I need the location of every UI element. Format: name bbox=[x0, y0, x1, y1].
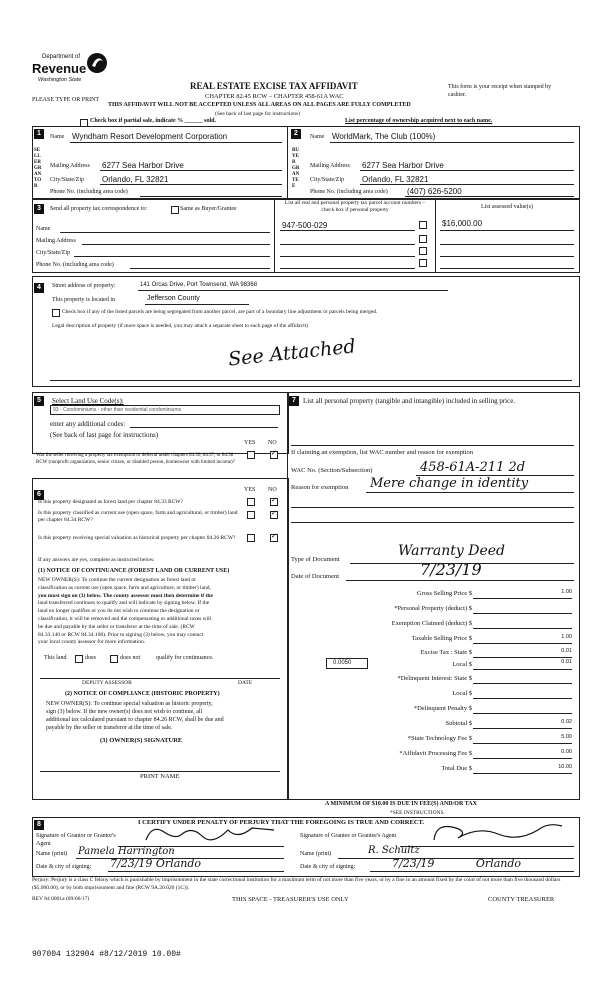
calc-row-value: 0.00 bbox=[561, 749, 572, 755]
treasurer-use-label: THIS SPACE - TREASURER'S USE ONLY bbox=[232, 896, 349, 903]
grantor-date-label: Date & city of signing: bbox=[36, 864, 92, 870]
seller-mailing-label: Mailing Address bbox=[50, 163, 90, 169]
parcel3-personal-checkbox[interactable] bbox=[419, 247, 427, 255]
wac-header: If claiming an exemption, list WAC number and reason for exemption bbox=[291, 449, 474, 456]
s6-q3-no-checkbox[interactable] bbox=[270, 534, 278, 542]
section-7-number: 7 bbox=[289, 396, 299, 406]
qualify-label: qualify for continuance. bbox=[156, 655, 214, 661]
land-use-label: Select Land Use Code(s): bbox=[52, 397, 124, 405]
calc-row-label: Total Due $ bbox=[441, 765, 472, 772]
parcel4-personal-checkbox[interactable] bbox=[419, 259, 427, 267]
calc-row-value: 0.02 bbox=[561, 719, 572, 725]
corr-phone-label: Phone No. (including area code) bbox=[36, 262, 114, 268]
seller-city: Orlando, FL 32821 bbox=[102, 175, 169, 184]
section-6-number: 6 bbox=[34, 490, 44, 500]
reason-value: Mere change in identity bbox=[370, 476, 529, 491]
calc-row-value: 0.01 bbox=[561, 659, 572, 665]
s5-q1-yes-checkbox[interactable] bbox=[247, 451, 255, 459]
deputy-date-label: DATE bbox=[238, 680, 253, 686]
print-name-label: PRINT NAME bbox=[140, 773, 180, 780]
buyer-mailing-label: Mailing Address bbox=[310, 163, 350, 169]
buyer-city: Orlando, FL 32821 bbox=[362, 175, 429, 184]
seller-mailing: 6277 Sea Harbor Drive bbox=[102, 161, 184, 170]
same-as-buyer-label: Same as Buyer/Grantee bbox=[180, 206, 237, 212]
owner-signature-label: (3) OWNER(S) SIGNATURE bbox=[100, 737, 183, 744]
corr-city-label: City/State/Zip bbox=[36, 250, 70, 256]
s6-no-header: NO bbox=[268, 487, 277, 493]
calc-row-label: Taxable Selling Price $ bbox=[411, 635, 472, 642]
section-5-number: 5 bbox=[34, 396, 44, 406]
reason-label: Reason for exemption bbox=[291, 484, 349, 491]
partial-sale-label: Check box if partial sale, indicate % ______ sold. bbox=[90, 118, 217, 124]
additional-codes-label: enter any additional codes: bbox=[50, 420, 126, 428]
buyer-name-label: Name bbox=[310, 134, 325, 140]
calc-row-label: *State Technology Fee $ bbox=[407, 735, 472, 742]
seller-name-label: Name bbox=[50, 134, 65, 140]
grantee-signature bbox=[428, 818, 568, 844]
land-does-not-checkbox[interactable] bbox=[110, 655, 118, 663]
buyer-name: WorldMark, The Club (100%) bbox=[332, 132, 436, 141]
notice2-body: NEW OWNER(S): To continue special valuation as historic property, sign (3) below. If the new owner(s) does not wish to continue, all additional tax calculated pursuant to chapter 84.26 RCW, shall be due and payable by the seller or transferor at the time of sale. bbox=[46, 701, 224, 731]
legal-description-value: See Attached bbox=[227, 335, 357, 371]
send-correspondence-label: Send all property tax correspondence to: bbox=[50, 206, 148, 212]
land-does-not-label: does not bbox=[120, 655, 141, 661]
s5-question: Was the seller receiving a property tax exemption or deferral under chapters 84.36, 84.37, or 84.38 RCW (nonprofit organization, senior citizen, or disabled person, homeowner with limited income)? bbox=[36, 453, 235, 465]
calc-row-label: Gross Selling Price $ bbox=[416, 590, 472, 597]
calc-row-label: *Delinquent Penalty $ bbox=[413, 705, 472, 712]
parcel2-personal-checkbox[interactable] bbox=[419, 235, 427, 243]
notice1-title: (1) NOTICE OF CONTINUANCE (FOREST LAND OR CURRENT USE) bbox=[38, 568, 230, 574]
land-use-value: 93 - Condominiums - other than residential condominiums bbox=[53, 407, 182, 413]
grantor-signature bbox=[142, 822, 282, 844]
seller-name: Wyndham Resort Development Corporation bbox=[72, 132, 228, 141]
grantee-date-label: Date & city of signing: bbox=[300, 864, 356, 870]
form-title: REAL ESTATE EXCISE TAX AFFIDAVIT bbox=[190, 81, 358, 91]
personal-property-label: List all personal property (tangible and intangible) included in selling price. bbox=[303, 397, 516, 405]
segregated-label: Check box if any of the listed parcels are being segregated from another parcel, are part of a boundary line adjustment or parcels being merged. bbox=[62, 309, 378, 315]
not-accepted-note: THIS AFFIDAVIT WILL NOT BE ACCEPTED UNLESS ALL AREAS ON ALL PAGES ARE FULLY COMPLETED bbox=[108, 102, 411, 108]
s6-q3-yes-checkbox[interactable] bbox=[247, 534, 255, 542]
doc-date-label: Date of Document bbox=[291, 573, 340, 580]
grantee-name-label: Name (print) bbox=[300, 851, 332, 857]
perjury-statement: Perjury: Perjury is a class C felony which is punishable by imprisonment in the state correctional institution for a maximum term of not more than five years, or by a fine in an amount fixed by the court of not more than five thousand dollars ($5,000.00), or by both imprisonment and fine (RCW 9A.20.020 (1C)). bbox=[32, 877, 561, 891]
s6-q3: Is this property receiving special valuation as historical property per chapter 84.26 RCW? bbox=[38, 535, 236, 541]
street-address-label: Street address of property: bbox=[52, 283, 116, 289]
parcel-number: 947-500-029 bbox=[282, 221, 328, 230]
county-name: Jefferson County bbox=[147, 295, 200, 302]
s6-q1-no-checkbox[interactable] bbox=[270, 498, 278, 506]
calc-row-value: 5.00 bbox=[561, 734, 572, 740]
land-does-checkbox[interactable] bbox=[75, 655, 83, 663]
calc-row-label: Excise Tax : State $ bbox=[420, 649, 472, 656]
logo-swirl-icon bbox=[86, 52, 108, 74]
buyer-city-label: City/State/Zip bbox=[310, 177, 344, 183]
certify-statement: I CERTIFY UNDER PENALTY OF PERJURY THAT THE FOREGOING IS TRUE AND CORRECT. bbox=[138, 819, 425, 826]
buyer-phone-label: Phone No. (including area code) bbox=[310, 189, 388, 195]
calc-row-label: *Affidavit Processing Fee $ bbox=[399, 750, 472, 757]
calc-row-label: *Personal Property (deduct) $ bbox=[394, 605, 472, 612]
ownership-note: List percentage of ownership acquired next to each name. bbox=[345, 118, 493, 124]
notice1-body: NEW OWNER(S): To continue the current designation as forest land or classification as current use (open space, farm and agriculture, or timber) land, you must sign on (3) below. The county assessor must then determine if the land transferred continues to qualify and will indicate by signing below. If the land no longer qualifies or you do not wish to continue the designation or classification, it will be removed and the compensating or additional taxes will be due and payable by the seller or transferor at the time of sale. (RCW 84.33.140 or RCW 84.34.108). Prior to signing (3) below, you may contact your local county assessor for more information. bbox=[38, 577, 213, 646]
wac-label: WAC No. (Section/Subsection) bbox=[291, 467, 373, 474]
calc-row-label: Local $ bbox=[452, 661, 472, 668]
calc-row-value: 1.00 bbox=[561, 589, 572, 595]
s6-q2: Is this property classified as current use (open space, farm and agricultural, or timber) land per chapter 84.34 RCW? bbox=[38, 510, 238, 523]
notice2-title: (2) NOTICE OF COMPLIANCE (HISTORIC PROPERTY) bbox=[65, 691, 220, 697]
party-divider bbox=[287, 126, 288, 199]
s6-q1-yes-checkbox[interactable] bbox=[247, 498, 255, 506]
this-land-label: This land bbox=[44, 655, 67, 661]
buyer-side-label: BUYER GRANTEE bbox=[292, 148, 300, 189]
form-chapter: CHAPTER 82.45 RCW – CHAPTER 458-61A WAC bbox=[205, 93, 344, 100]
minimum-due-note: A MINIMUM OF $10.00 IS DUE IN FEE(S) AND/OR TAX bbox=[325, 801, 477, 807]
street-address: 141 Orcas Drive, Port Townsend, WA 98368 bbox=[140, 282, 258, 288]
section-4-box bbox=[32, 276, 580, 387]
s5-yes-header: YES bbox=[244, 440, 256, 446]
s6-q2-no-checkbox[interactable] bbox=[270, 511, 278, 519]
local-rate-value: 0.0050 bbox=[333, 660, 352, 666]
calc-row-value: 1.00 bbox=[561, 634, 572, 640]
form-revision: REV 84 0001a (09/06/17) bbox=[32, 896, 90, 902]
s6-q2-yes-checkbox[interactable] bbox=[247, 511, 255, 519]
calc-row-label: Local $ bbox=[452, 690, 472, 697]
section-8-number: 8 bbox=[34, 820, 44, 830]
assessed-value: $16,000.00 bbox=[442, 219, 483, 228]
land-does-label: does bbox=[85, 655, 96, 661]
receipt-stamp: 907004 132904 #8/12/2019 10.00# bbox=[32, 950, 181, 959]
s5-q1-no-checkbox[interactable] bbox=[270, 451, 278, 459]
s6-yes-header: YES bbox=[244, 487, 256, 493]
buyer-mailing: 6277 Sea Harbor Drive bbox=[362, 161, 444, 170]
parcel1-personal-checkbox[interactable] bbox=[419, 221, 427, 229]
grantor-name-label: Name (print) bbox=[36, 851, 68, 857]
same-as-buyer-checkbox[interactable] bbox=[171, 206, 179, 214]
please-type: PLEASE TYPE OR PRINT bbox=[32, 97, 100, 103]
doc-type-value: Warranty Deed bbox=[398, 543, 506, 559]
tax-calc-table bbox=[291, 586, 576, 782]
legal-description-label: Legal description of property (if more space is needed, you may attach a separate sheet to each page of the affidavit) bbox=[52, 323, 308, 329]
seller-side-label: SELLER GRANTOR bbox=[34, 148, 42, 189]
calc-row-label: Exemption Claimed (deduct) $ bbox=[391, 620, 472, 627]
wac-value: 458-61A-211 2d bbox=[420, 460, 526, 475]
land-use-select[interactable] bbox=[50, 405, 280, 415]
deputy-assessor-label: DEPUTY ASSESSOR bbox=[82, 680, 132, 686]
see-instructions-note: *SEE INSTRUCTIONS bbox=[390, 810, 444, 816]
doc-date-value: 7/23/19 bbox=[420, 560, 482, 579]
grantee-signature-label: Signature of Grantee or Grantee's Agent bbox=[300, 833, 397, 839]
grantor-signature-label: Signature of Grantor or Grantor's Agent bbox=[36, 833, 116, 847]
seller-phone-label: Phone No. (including area code) bbox=[50, 189, 128, 195]
local-rate-box bbox=[326, 658, 368, 669]
see-back-note: (See back of last page for instructions) bbox=[215, 111, 300, 117]
corr-name-label: Name bbox=[36, 226, 51, 232]
logo-line3: Washington State bbox=[38, 77, 82, 83]
s5-no-header: NO bbox=[268, 440, 277, 446]
grantor-date: 7/23/19 Orlando bbox=[110, 857, 202, 870]
logo-line2: Revenue bbox=[32, 61, 87, 76]
corr-mailing-label: Mailing Address bbox=[36, 238, 76, 244]
grantee-date: 7/23/19 Orlando bbox=[392, 857, 522, 870]
section-4-number: 4 bbox=[34, 283, 44, 293]
buyer-phone: (407) 626-5200 bbox=[407, 187, 462, 196]
revenue-logo bbox=[32, 52, 107, 92]
calc-row-label: *Delinquent Interest: State $ bbox=[397, 675, 472, 682]
located-in-label: This property is located in bbox=[52, 297, 115, 303]
grantor-name: Pamela Harrington bbox=[78, 846, 175, 857]
section-1-number: 1 bbox=[34, 129, 44, 139]
county-treasurer-label: COUNTY TREASURER bbox=[488, 896, 555, 903]
s6-q1: Is this property designated as forest land per chapter 84.33 RCW? bbox=[38, 499, 183, 505]
land-use-see-back: (See back of last page for instructions) bbox=[50, 431, 159, 439]
logo-line1: Department of bbox=[42, 54, 81, 60]
grantee-name: R. Schultz bbox=[368, 845, 420, 856]
calc-row-value: 10.00 bbox=[558, 764, 572, 770]
receipt-note: This form is your receipt when stamped by cashier. bbox=[448, 84, 552, 98]
calc-row-value: 0.01 bbox=[561, 648, 572, 654]
segregated-checkbox[interactable] bbox=[52, 309, 60, 317]
seller-city-label: City/State/Zip bbox=[50, 177, 84, 183]
section-3-number: 3 bbox=[34, 204, 44, 214]
section-2-number: 2 bbox=[291, 129, 301, 139]
s6-if-any: If any answers are yes, complete as instructed below. bbox=[38, 557, 155, 563]
assessed-header: List assessed value(s) bbox=[481, 204, 533, 210]
parcel-header: List all real and personal property tax parcel account numbers – check box if personal property bbox=[284, 200, 426, 213]
doc-type-label: Type of Document bbox=[291, 556, 340, 563]
calc-row-label: Subtotal $ bbox=[445, 720, 472, 727]
